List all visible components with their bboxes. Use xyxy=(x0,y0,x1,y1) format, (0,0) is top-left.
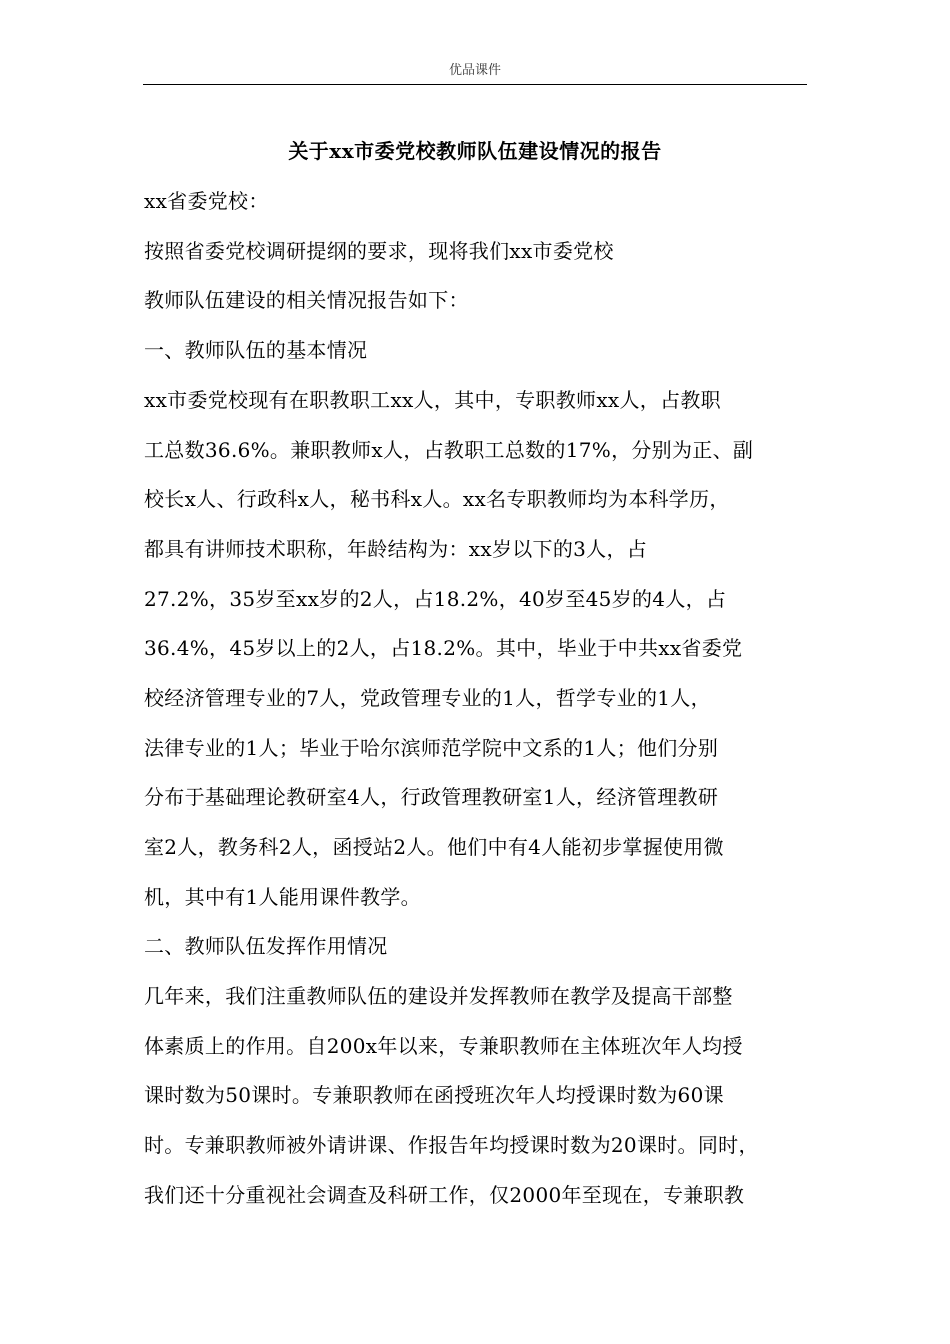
text-line: 按照省委党校调研提纲的要求，现将我们xx市委党校 xyxy=(144,239,614,263)
text-line: 几年来，我们注重教师队伍的建设并发挥教师在教学及提高干部整 xyxy=(144,984,733,1008)
header-divider xyxy=(143,84,807,85)
text-line: 教师队伍建设的相关情况报告如下： xyxy=(144,288,469,312)
text-line: xx省委党校： xyxy=(144,189,269,213)
text-line: 我们还十分重视社会调查及科研工作，仅2000年至现在，专兼职教 xyxy=(144,1183,745,1207)
section-heading: 一、教师队伍的基本情况 xyxy=(144,338,368,362)
text-line: 体素质上的作用。自200x年以来，专兼职教师在主体班次年人均授 xyxy=(144,1034,743,1058)
text-line: 校长x人、行政科x人，秘书科x人。xx名专职教师均为本科学历， xyxy=(144,487,730,511)
text-line: 工总数36.6%。兼职教师x人，占教职工总数的17%，分别为正、副 xyxy=(144,438,754,462)
text-line: 校经济管理专业的7人，党政管理专业的1人，哲学专业的1人， xyxy=(144,686,711,710)
text-line: 时。专兼职教师被外请讲课、作报告年均授课时数为20课时。同时， xyxy=(144,1133,759,1157)
text-line: xx市委党校现有在职教职工xx人，其中，专职教师xx人，占教职 xyxy=(144,388,721,412)
page-header-label: 优品课件 xyxy=(448,63,501,78)
text-line: 课时数为50课时。专兼职教师在函授班次年人均授课时数为60课 xyxy=(144,1083,724,1107)
text-line: 27.2%，35岁至xx岁的2人，占18.2%，40岁至45岁的4人，占 xyxy=(144,587,727,611)
document-title: 关于xx市委党校教师队伍建设情况的报告 xyxy=(288,139,662,163)
section-heading: 二、教师队伍发挥作用情况 xyxy=(144,934,388,958)
text-line: 36.4%，45岁以上的2人，占18.2%。其中，毕业于中共xx省委党 xyxy=(144,636,743,660)
text-line: 都具有讲师技术职称，年龄结构为：xx岁以下的3人，占 xyxy=(144,537,648,561)
text-line: 室2人，教务科2人，函授站2人。他们中有4人能初步掌握使用微 xyxy=(144,835,724,859)
text-line: 法律专业的1人；毕业于哈尔滨师范学院中文系的1人；他们分别 xyxy=(144,736,719,760)
text-line: 分布于基础理论教研室4人，行政管理教研室1人，经济管理教研 xyxy=(144,785,719,809)
text-line: 机，其中有1人能用课件教学。 xyxy=(144,885,421,909)
